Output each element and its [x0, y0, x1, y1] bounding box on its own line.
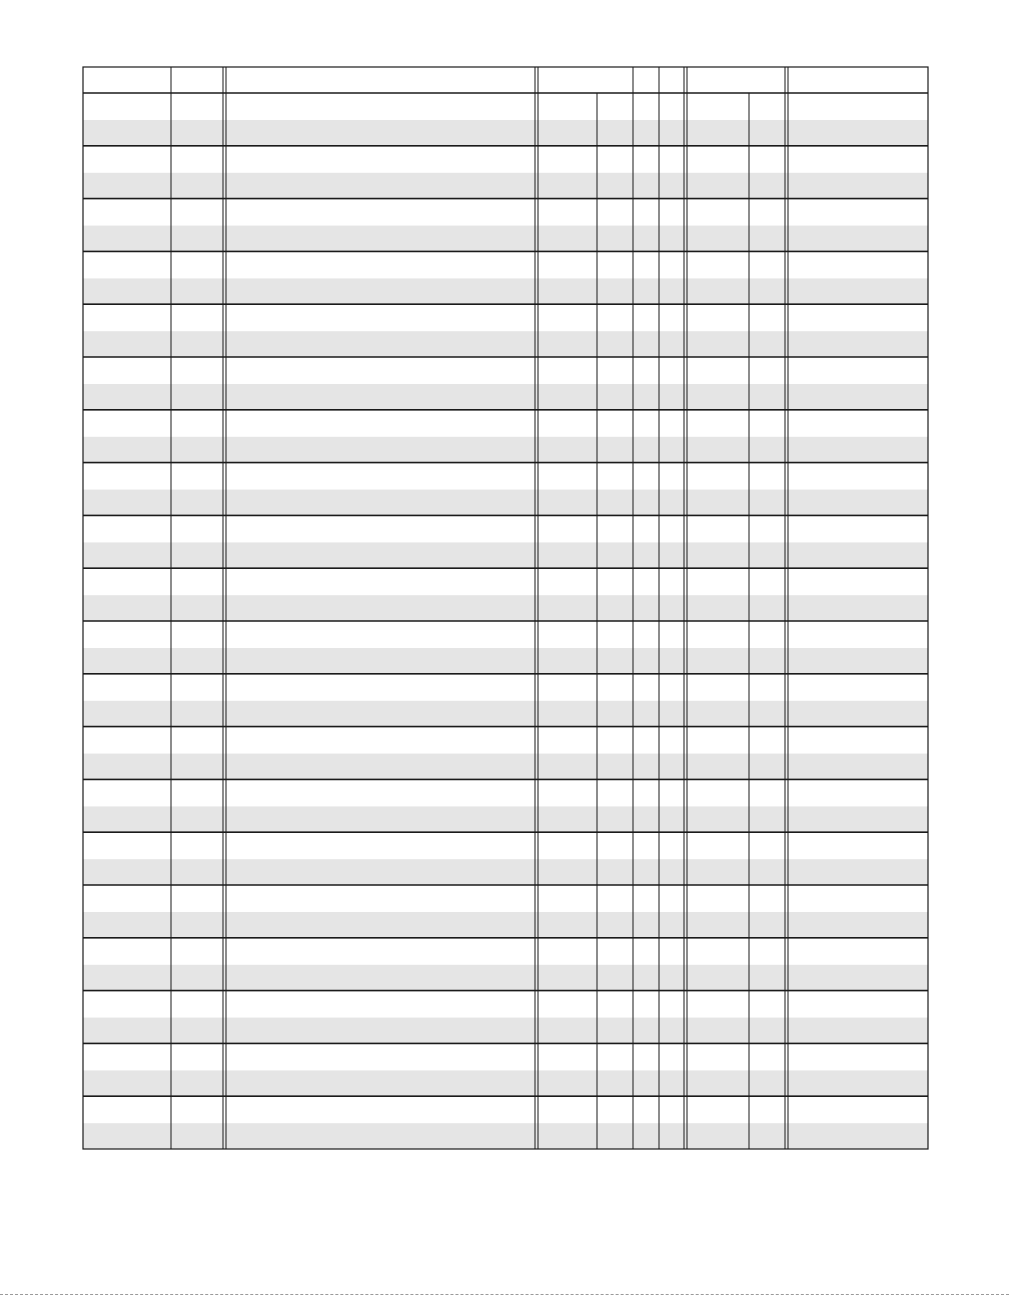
- record-row-shade: [83, 595, 928, 621]
- record-row-shade: [83, 490, 928, 516]
- record-row-shade: [83, 1018, 928, 1044]
- page-edge-divider: [0, 1294, 1009, 1295]
- record-row-shade: [83, 173, 928, 199]
- record-row-shade: [83, 1123, 928, 1149]
- record-row-shade: [83, 542, 928, 568]
- record-row-shade: [83, 965, 928, 991]
- record-row-shade: [83, 120, 928, 146]
- record-row-shade: [83, 806, 928, 832]
- record-row-shade: [83, 648, 928, 674]
- record-row-shade: [83, 437, 928, 463]
- record-row-shade: [83, 859, 928, 885]
- record-row-shade: [83, 1070, 928, 1096]
- record-row-shade: [83, 701, 928, 727]
- record-row-shade: [83, 384, 928, 410]
- record-row-shade: [83, 754, 928, 780]
- record-row-shade: [83, 331, 928, 357]
- row-shading: [83, 120, 928, 1149]
- record-row-shade: [83, 278, 928, 304]
- record-row-shade: [83, 226, 928, 252]
- record-row-shade: [83, 912, 928, 938]
